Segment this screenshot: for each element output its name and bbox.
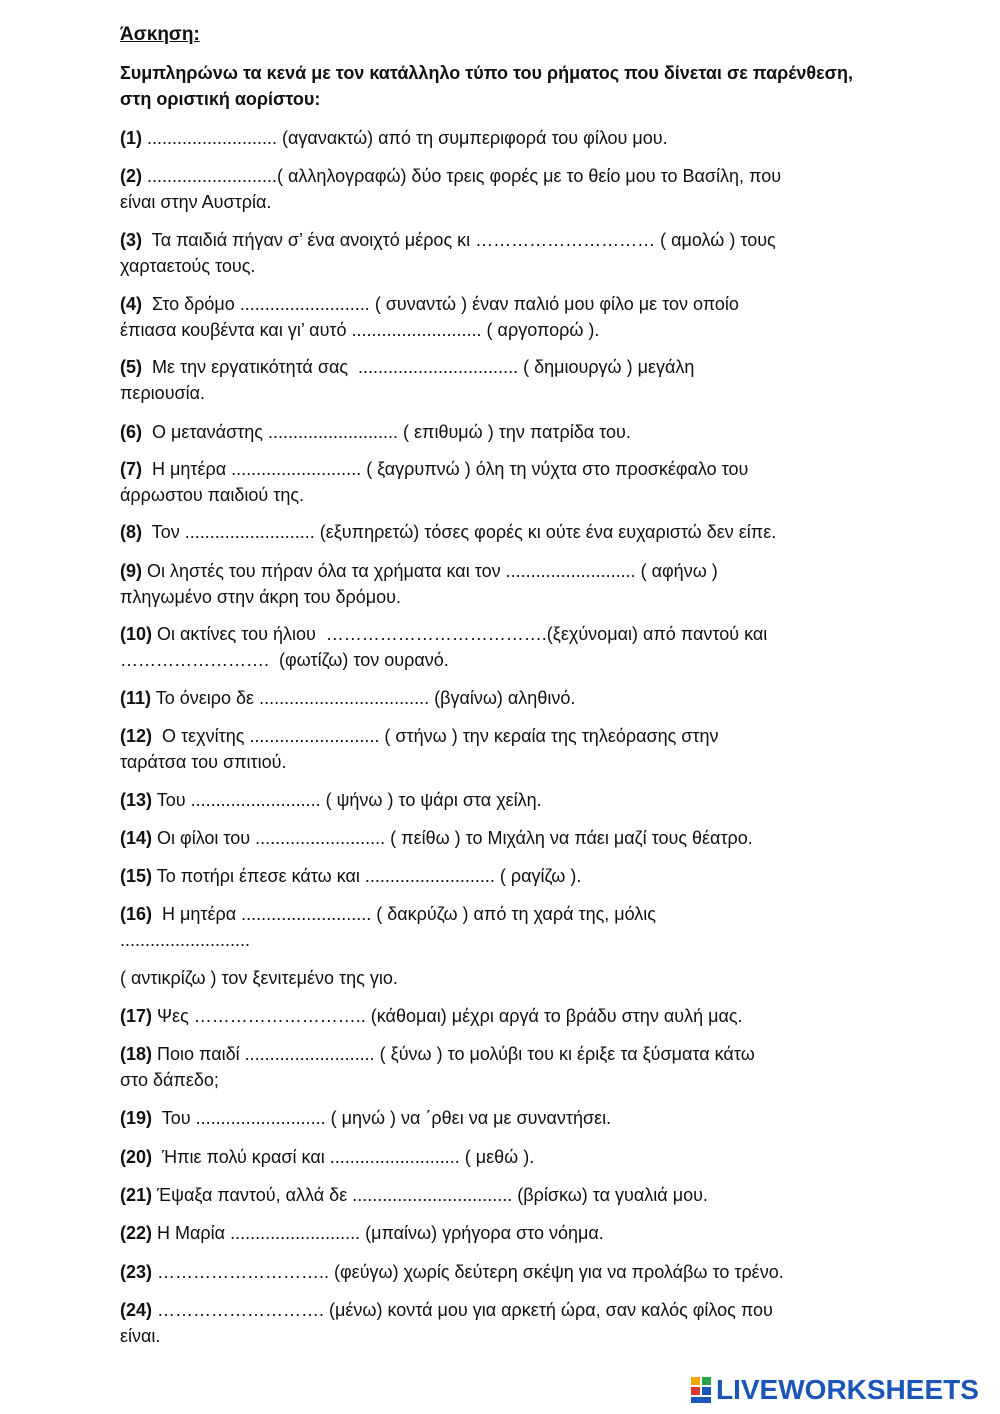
exercise-text: στο δάπεδο; bbox=[120, 1069, 219, 1090]
exercise-item bbox=[120, 164, 880, 215]
exercise-line bbox=[120, 483, 880, 509]
exercise-item bbox=[120, 1183, 880, 1209]
exercise-number: (13) bbox=[120, 790, 153, 810]
exercise-line bbox=[120, 788, 880, 814]
exercise-line bbox=[120, 826, 880, 852]
exercise-text: Οι ακτίνες του ήλιου ……………………………….(ξεχύνομαι) από παντού και bbox=[152, 624, 768, 644]
exercise-text: ταράτσα του σπιτιού. bbox=[120, 751, 287, 772]
exercise-text: ……………………. (φωτίζω) τον ουρανό. bbox=[120, 649, 449, 670]
exercise-line bbox=[120, 724, 880, 750]
exercise-line bbox=[120, 318, 880, 344]
exercise-line bbox=[120, 1068, 880, 1094]
exercise-text: Του .......................... ( ψήνω ) το ψάρι στα χείλη. bbox=[152, 790, 542, 810]
exercise-number: (9) bbox=[120, 561, 142, 581]
exercise-line bbox=[120, 1260, 880, 1286]
exercise-line bbox=[120, 520, 880, 546]
exercise-line bbox=[120, 126, 880, 152]
exercise-item bbox=[120, 355, 880, 406]
exercise-number: (4) bbox=[120, 294, 142, 314]
exercise-text: Με την εργατικότητά σας ................................ ( δημιουργώ ) μεγάλη bbox=[142, 357, 695, 377]
exercise-item bbox=[120, 520, 880, 546]
exercise-number: (12) bbox=[120, 726, 153, 746]
exercise-item bbox=[120, 126, 880, 152]
exercise-line bbox=[120, 966, 880, 992]
exercise-line bbox=[120, 864, 880, 890]
exercise-line bbox=[120, 750, 880, 776]
exercise-line bbox=[120, 292, 880, 318]
exercise-line bbox=[120, 355, 880, 381]
exercise-item bbox=[120, 864, 880, 890]
exercise-item bbox=[120, 420, 880, 446]
page-title: Άσκηση: bbox=[120, 24, 200, 45]
exercise-text: ……………………….. (φεύγω) χωρίς δεύτερη σκέψη για να προλάβω το τρένο. bbox=[152, 1262, 784, 1282]
exercise-text: Το ποτήρι έπεσε κάτω και .......................... ( ραγίζω ). bbox=[152, 866, 582, 886]
exercise-text: Το όνειρο δε .................................. (βγαίνω) αληθινό. bbox=[151, 688, 576, 708]
exercise-text: πληγωμένο στην άκρη του δρόμου. bbox=[120, 586, 401, 607]
exercise-line bbox=[120, 559, 880, 585]
exercise-text: έπιασα κουβέντα και γι’ αυτό .......................... ( αργοπορώ ). bbox=[120, 319, 600, 340]
exercise-number: (8) bbox=[120, 522, 142, 542]
exercise-text: ( αντικρίζω ) τον ξενιτεμένο της γιο. bbox=[120, 968, 398, 988]
exercise-text: ………………………. (μένω) κοντά μου για αρκετή ώρα, σαν καλός φίλος που bbox=[152, 1300, 773, 1320]
exercise-item bbox=[120, 966, 880, 992]
exercise-item bbox=[120, 686, 880, 712]
exercise-text: Οι φίλοι του .......................... ( πείθω ) το Μιχάλη να πάει μαζί τους θέατρο. bbox=[152, 828, 753, 848]
exercise-number: (21) bbox=[120, 1185, 153, 1205]
exercise-item bbox=[120, 1221, 880, 1247]
exercise-text: Ο μετανάστης .......................... ( επιθυμώ ) την πατρίδα του. bbox=[142, 422, 631, 442]
exercise-line bbox=[120, 648, 880, 674]
exercise-line bbox=[120, 1004, 880, 1030]
exercise-line bbox=[120, 228, 880, 254]
exercise-line bbox=[120, 1298, 880, 1324]
exercise-item bbox=[120, 457, 880, 508]
exercise-item bbox=[120, 826, 880, 852]
exercise-item bbox=[120, 724, 880, 775]
exercise-text: Η Μαρία .......................... (μπαίνω) γρήγορα στο νόημα. bbox=[152, 1223, 604, 1243]
exercise-text: χαρταετούς τους. bbox=[120, 255, 256, 276]
exercise-line bbox=[120, 420, 880, 446]
exercise-number: (19) bbox=[120, 1108, 153, 1128]
exercise-line bbox=[120, 190, 880, 216]
exercise-number: (1) bbox=[120, 128, 142, 148]
exercise-line bbox=[120, 1183, 880, 1209]
exercise-number: (16) bbox=[120, 904, 153, 924]
exercise-text: ..........................( αλληλογραφώ) δύο τρεις φορές με το θείο μου το Βασίλη, που bbox=[142, 166, 782, 186]
exercise-text: Τον .......................... (εξυπηρετώ) τόσες φορές κι ούτε ένα ευχαριστώ δεν είπε. bbox=[142, 522, 777, 542]
exercise-number: (6) bbox=[120, 422, 142, 442]
liveworksheets-logo-icon bbox=[690, 1375, 712, 1405]
exercise-line bbox=[120, 381, 880, 407]
exercise-item bbox=[120, 228, 880, 279]
exercise-number: (24) bbox=[120, 1300, 153, 1320]
exercise-line bbox=[120, 1221, 880, 1247]
exercise-line bbox=[120, 457, 880, 483]
exercise-number: (18) bbox=[120, 1044, 153, 1064]
exercise-text: Του .......................... ( μηνώ ) να ΄ρθει να με συναντήσει. bbox=[152, 1108, 612, 1128]
exercise-text: άρρωστου παιδιού της. bbox=[120, 484, 304, 505]
footer-logo bbox=[690, 1372, 990, 1408]
exercise-text: Η μητέρα .......................... ( ξαγρυπνώ ) όλη τη νύχτα στο προσκέφαλο του bbox=[142, 459, 749, 479]
exercise-item bbox=[120, 559, 880, 610]
exercise-line bbox=[120, 1324, 880, 1350]
exercise-line bbox=[120, 686, 880, 712]
exercise-text: Τα παιδιά πήγαν σ’ ένα ανοιχτό μέρος κι ………………………… ( αμολώ ) τους bbox=[142, 230, 776, 250]
exercise-item bbox=[120, 1260, 880, 1286]
exercise-line bbox=[120, 622, 880, 648]
exercise-item bbox=[120, 1042, 880, 1093]
exercise-text: Ψες ……………………….. (κάθομαι) μέχρι αργά το βράδυ στην αυλή μας. bbox=[152, 1006, 743, 1026]
exercise-number: (22) bbox=[120, 1223, 153, 1243]
exercise-text: Έψαξα παντού, αλλά δε ................................ (βρίσκω) τα γυαλιά μου. bbox=[152, 1185, 708, 1205]
instructions: Συμπληρώνω τα κενά με τον κατάλληλο τύπο του ρήματος που δίνεται σε παρένθεση, στη οριστική αορίστου: bbox=[120, 63, 853, 109]
exercise-line bbox=[120, 902, 880, 928]
exercise-text: είναι στην Αυστρία. bbox=[120, 191, 272, 212]
exercise-number: (2) bbox=[120, 166, 142, 186]
exercise-text: Ποιο παιδί .......................... ( ξύνω ) το μολύβι του κι έριξε τα ξύσματα κάτω bbox=[152, 1044, 755, 1064]
exercise-line bbox=[120, 928, 880, 954]
exercise-text: Ήπιε πολύ κρασί και .......................... ( μεθώ ). bbox=[152, 1147, 535, 1167]
exercise-number: (5) bbox=[120, 357, 142, 377]
exercise-item bbox=[120, 1145, 880, 1171]
exercise-item bbox=[120, 1298, 880, 1349]
exercise-number: (17) bbox=[120, 1006, 153, 1026]
exercise-text: Στο δρόμο .......................... ( συναντώ ) έναν παλιό μου φίλο με τον οποίο bbox=[142, 294, 739, 314]
exercise-item bbox=[120, 788, 880, 814]
exercise-line bbox=[120, 1145, 880, 1171]
exercise-text: Οι ληστές του πήραν όλα τα χρήματα και τον .......................... ( αφήνω ) bbox=[142, 561, 718, 581]
exercise-item bbox=[120, 1106, 880, 1132]
exercise-text: περιουσία. bbox=[120, 382, 206, 403]
exercise-number: (23) bbox=[120, 1262, 153, 1282]
exercise-number: (10) bbox=[120, 624, 153, 644]
exercise-text: .......................... bbox=[120, 929, 251, 950]
logo-text: LIVEWORKSHEETS bbox=[716, 1374, 979, 1405]
exercise-line bbox=[120, 164, 880, 190]
exercise-text: .......................... (αγανακτώ) από τη συμπεριφορά του φίλου μου. bbox=[142, 128, 668, 148]
exercise-number: (3) bbox=[120, 230, 142, 250]
exercise-number: (11) bbox=[120, 688, 152, 708]
exercise-number: (14) bbox=[120, 828, 153, 848]
exercise-number: (7) bbox=[120, 459, 142, 479]
exercise-item bbox=[120, 902, 880, 953]
exercise-line bbox=[120, 585, 880, 611]
exercise-number: (20) bbox=[120, 1147, 153, 1167]
exercise-item bbox=[120, 292, 880, 343]
exercise-number: (15) bbox=[120, 866, 153, 886]
exercise-line bbox=[120, 1042, 880, 1068]
exercise-text: Η μητέρα .......................... ( δακρύζω ) από τη χαρά της, μόλις bbox=[152, 904, 656, 924]
exercise-text: είναι. bbox=[120, 1325, 161, 1346]
exercise-item bbox=[120, 622, 880, 673]
exercise-item bbox=[120, 1004, 880, 1030]
exercise-line bbox=[120, 1106, 880, 1132]
exercise-line bbox=[120, 254, 880, 280]
exercise-text: Ο τεχνίτης .......................... ( στήνω ) την κεραία της τηλεόρασης στην bbox=[152, 726, 719, 746]
